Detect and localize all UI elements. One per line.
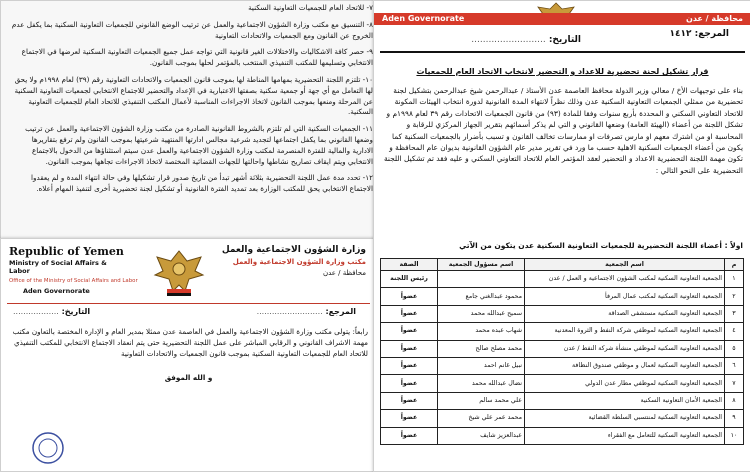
members-table — [380, 258, 744, 445]
office-title-ar: مكتب وزارة الشؤون الاجتماعية والعمل — [232, 258, 366, 266]
table-header-row — [381, 259, 744, 271]
ministry-title-en: Ministry of Social Affairs & Labor — [9, 259, 107, 275]
main-ref-label: المرجع: — [694, 29, 729, 39]
row-role: عضواً — [381, 427, 438, 444]
front-page — [0, 238, 377, 472]
ref-label: المرجع: — [325, 307, 356, 316]
governorate-en: Aden Governorate — [23, 287, 90, 295]
table-row — [381, 375, 744, 392]
main-ref-value: ١٤١٢ — [669, 29, 692, 39]
date-label: التاريخ: — [61, 307, 91, 316]
row-num: ٢ — [725, 288, 744, 305]
row-role: عضواً — [381, 340, 438, 357]
table-row — [381, 271, 744, 288]
table-row — [381, 410, 744, 427]
back-paragraph-2: ٨- التنسيق مع مكتب وزارة الشؤون الاجتماعية والعمل عن ترتيب الوضع القانوني للجمعيات التعاونية السكنية بما يكفل عدم الخروج عن القانون ومع الجمعيات والاتحادات التعاونية — [11, 19, 373, 40]
row-num: ٨ — [725, 392, 744, 409]
row-name: علي محمد سالم — [438, 392, 525, 409]
main-page — [373, 0, 750, 472]
decree-title: قرار تشكيل لجنة تحضيرية للاعداد و التحضير لانتخاب الاتحاد العام للجمعيات — [416, 67, 709, 76]
section-title: اولاً : أعضاء اللجنة التحضيرية للجمعيات التعاونية السكنية عدن يتكون من الآتي — [459, 241, 743, 250]
row-role: عضواً — [381, 375, 438, 392]
banner-ar: محافظة / عدن — [685, 14, 743, 23]
row-association: الجمعية التعاونية السكنية لموظفي مطار عدن الدولي — [525, 375, 725, 392]
row-name: محمد عمر علي شيخ — [438, 410, 525, 427]
row-role: عضواً — [381, 323, 438, 340]
row-role: عضواً — [381, 288, 438, 305]
row-role: رئيس اللجنة — [381, 271, 438, 288]
row-num: ٧ — [725, 375, 744, 392]
col-header-num: م — [725, 259, 744, 271]
table-row — [381, 340, 744, 357]
back-page — [0, 0, 382, 242]
yemen-eagle-emblem-icon — [151, 245, 207, 299]
row-name: محمد مصلح صالح — [438, 340, 525, 357]
back-paragraph-4: ١٠- تلتزم اللجنة التحضيرية بمهامها المناطة لها بموجب قانون الجمعيات والاتحادات التعاونية رقم (٣٩) لعام ١٩٩٨م ولا يحق لها التعامل مع أي جهة أو جمعية سكنية بصفتها الاعتبارية في الإعداد والتحضير للاجتماع الانتخابي لجمعيات التعاونية السكنية عن المرحلة ومنعها بموجب القانون لاتخاذ الاجراءات المناسبة لأعمال المكتب التنفيذي للاتحاد العام للجمعيات التعاونية السكنية. — [14, 74, 373, 117]
table-row — [381, 288, 744, 305]
row-num: ١ — [725, 271, 744, 288]
ref-field: المرجع: .......................... — [256, 307, 356, 316]
row-association: الجمعية التعاونية السكنية للتعامل مع الفقراء — [525, 427, 725, 444]
governorate-ar: محافظة / عدن — [322, 269, 366, 277]
back-paragraph-5: ١١- الجمعيات السكنية التي لم تلتزم بالشروط القانونية الصادرة من مكتب وزارة الشؤون الاجتماعية والعمل عن ترتيب وضعها القانوني بما يكفل اجتماعها لتجديد شرعية مجالس ادارتها المنتهية شرعيتها بموجب القانون ولم ترفع بتقاريرها الادارية والمالية للفترة المنصرمة لمكتب وزارة الشؤون الاجتماعية والعمل عدن سيتم استثناؤها من الدخول بالاجتماع الانتخابي ويتم ايقاف تصاريح نشاطها واحالتها للجهات القضائية المختصة لاتخاذ الاجراءات تجاهها بموجب القانون. — [25, 124, 373, 166]
governorate-banner — [374, 13, 750, 25]
table-row — [381, 427, 744, 444]
row-name: عبدالعزيز شايف — [438, 427, 525, 444]
row-num: ٦ — [725, 357, 744, 374]
row-association: الجمعية التعاونية السكنية لمكتب الشؤون الاجتماعية و العمل / عدن — [525, 271, 725, 288]
decree-paragraph: بناء على توجيهات الأخ / معالي وزير الدولة محافظ العاصمة عدن الأستاذ / عبدالرحمن شيخ عبدالرحمن بتشكيل لجنة تحضيرية من ممثلي الجمعيات التعاونية السكنية عدن وذلك نظراً لانتهاء المدة القانونية لدورة انتخاب الهيئات المكونة للاتحاد التعاوني السكني و المحددة بأربع سنوات وفقا للمادة (٩٣) من قانون الجمعيات الاتحادات رقم ٣٩ لعام ١٩٩٨م و تشكل اللجنة من أعضاء (الهيئة العامة) وضعها القانوني و التي لم يذكر أسمائهم بتقرير الجهاز المركزي للرقابة و المحاسبة او من اشترك معهم او مارس تصرفات او ممارسات تخالف القانون و تسبب بأضرار بالجمعيات السكنية كما يكون من أعضاء الجمعيات السكنية الاهلية حسب ما ورد في تقرير مدير عام الشؤون القانونية بديوان عام المحافظة و تكون مهمة اللجنة التحضيرية الاعداد و التحضير لعقد المؤتمر العام للاتحاد التعاوني السكني و عليه فقد تم تشكيل اللجنة التحضيرية على النحو التالي : — [383, 86, 743, 175]
table-row — [381, 392, 744, 409]
row-role: عضواً — [381, 305, 438, 322]
header-arabic — [216, 245, 366, 277]
col-header-name: اسم مسؤول الجمعية — [438, 259, 525, 271]
row-association: الجمعية التعاونية السكنية لمكتب عمال المرفأ — [525, 288, 725, 305]
closing-text: و الله الموفق — [164, 373, 213, 383]
back-paragraph-1: ٧- للاتحاد العام للجمعيات التعاونية السكنية — [248, 3, 373, 12]
ministry-title-ar: وزارة الشؤون الاجتماعية والعمل — [221, 245, 366, 255]
header-divider — [7, 303, 370, 304]
front-paragraph: رابعاً: يتولى مكتب وزارة الشؤون الاجتماعية والعمل في العاصمة عدن ممثلا بمدير العام و الإدارة المختصة بالتعاون مكتب مهمة الاشراف القانوني و الرقابي المباشر على عمل اللجنة التحضيرية حتى يتم انعقاد الاجتماع الانتخابي للمكتب التنفيذي للاتحاد العام للجمعيات التعاونية السكنية بموجب قانون الجمعيات والاتحادات التعاونية — [12, 327, 368, 358]
office-title-en: Office of the Ministry of Social Affairs and Labor — [9, 278, 138, 284]
row-association: الجمعية الأمان التعاونية السكنية — [525, 392, 725, 409]
row-name: نضال عبدالله محمد — [438, 375, 525, 392]
row-association: الجمعية التعاونية السكنية لموظفي شركة النفط و الثروة المعدنية — [525, 323, 725, 340]
main-header-divider — [380, 51, 745, 53]
row-name: شهاب عبده محمد — [438, 323, 525, 340]
col-header-role: الصفة — [381, 259, 438, 271]
main-date-field: التاريخ: .......................... — [471, 35, 581, 45]
banner-en: Aden Governorate — [382, 14, 465, 23]
row-association: الجمعية التعاونية السكنية لموظفي منشأة شركة النفط / عدن — [525, 340, 725, 357]
table-row — [381, 305, 744, 322]
date-field: التاريخ: .................. — [13, 307, 91, 316]
col-header-association: اسم الجمعية — [525, 259, 725, 271]
republic-title: Republic of Yemen — [9, 245, 124, 258]
row-name: سميح عبدالله محمد — [438, 305, 525, 322]
stamp-icon — [31, 431, 65, 465]
row-name: نبيل غانم احمد — [438, 357, 525, 374]
row-num: ٩ — [725, 410, 744, 427]
row-association: الجمعية التعاونية السكنية مستشفى الصداقة — [525, 305, 725, 322]
row-num: ٣ — [725, 305, 744, 322]
row-name — [438, 271, 525, 288]
main-ref-field — [670, 29, 729, 39]
row-num: ٤ — [725, 323, 744, 340]
back-paragraph-6: ١٢- تحدد مدة عمل اللجنة التحضيرية بثلاثة أشهر تبدأ من تاريخ صدور قرار تشكيلها وفي حالة انتهاء المدة و لم يعقدوا الاجتماع الانتخابي يحق للمكتب الوزارة بعد تمديد الفترة القانونية أو تشكيل لجنة تحضيرية أخرى لتنفيذ المهام أعلاه. — [31, 173, 373, 194]
header-english — [9, 245, 138, 295]
main-date-label: التاريخ: — [548, 35, 581, 45]
table-row — [381, 357, 744, 374]
row-name: محمود عبدالغني جامع — [438, 288, 525, 305]
row-num: ١٠ — [725, 427, 744, 444]
row-role: عضواً — [381, 357, 438, 374]
back-paragraph-3: ٩- حصر كافة الاشكاليات والاختلالات الغير قانونية التي تواجه عمل جميع الجمعيات التعاونية السكنية لعرضها في الاجتماع الانتخابي وتسليمها للمكتب التنفيذي المنتخب بالمؤتمر لحلها بموجب القانون. — [21, 47, 373, 68]
row-role: عضواً — [381, 410, 438, 427]
row-association: الجمعية التعاونية السكنية لمنتسبي السلطة القضائية — [525, 410, 725, 427]
row-association: الجمعية التعاونية السكنية لعمال و موظفي صندوق النظافة — [525, 357, 725, 374]
row-num: ٥ — [725, 340, 744, 357]
table-row — [381, 323, 744, 340]
row-role: عضواً — [381, 392, 438, 409]
